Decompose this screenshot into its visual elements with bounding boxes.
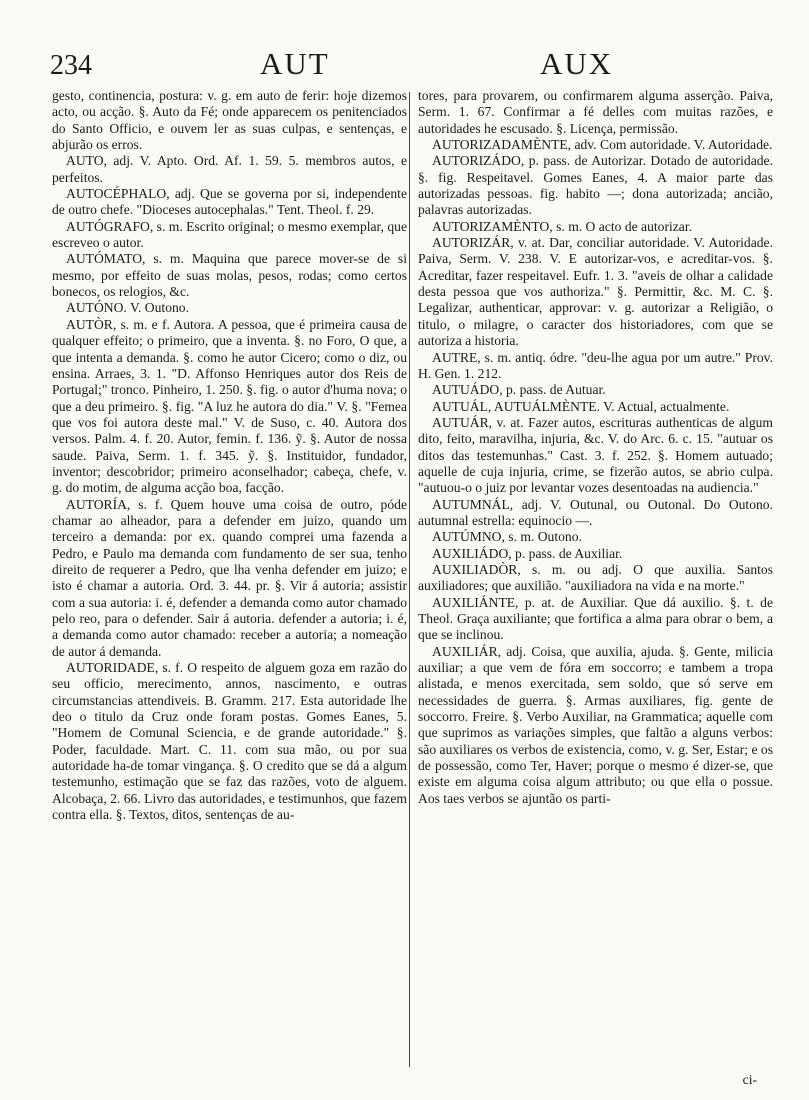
dictionary-entry: AUTORIZÁR, v. at. Dar, conciliar autoridade. V. Autoridade. Paiva, Serm. V. 238. V. E autorizar-vos, e acreditar-vos. §. Acreditar, fazer respeitavel. Eufr. 1. 3. "aveis de olhar a calidade desta pessoa que vos authoriza." §. Permittir, &c. M. C. §. Legalizar, authenticar, approvar: v. g. autorizar a Religião, o titulo, o milagre, o caracter dos historiadores, com que se autoriza a historia. xyxy=(418,235,773,349)
dictionary-entry: AUTORIZAMÈNTO, s. m. O acto de autorizar. xyxy=(432,218,692,234)
dictionary-entry: AUTO, adj. V. Apto. Ord. Af. 1. 59. 5. membros autos, e perfeitos. xyxy=(52,153,407,185)
dictionary-entry: AUXILIÁDO, p. pass. de Auxiliar. xyxy=(432,545,623,561)
page-header xyxy=(40,40,769,90)
column-divider xyxy=(409,92,410,1067)
dictionary-entry: AUXILIÁR, adj. Coisa, que auxilia, ajuda. §. Gente, milicia auxiliar; a que vem de fóra em soccorro; e tambem a tropa alistada, e menos exercitada, sem soldo, que só serve em necessidades de guerra. §. Armas auxiliares, fig. gente de soccorro. Freire. §. Verbo Auxiliar, na Grammatica; aquelle com que suprimos as variações simples, que faltão a alguns verbos: são auxiliares os verbos de existencia, como, v. g. Ser, Estar; e os de possessão, como Ter, Haver; porque o mesmo é dizer-se, que existe em alguma coisa algum attributo; ou que ella o possue. Aos taes verbos se ajuntão os parti- xyxy=(418,643,773,806)
dictionary-entry: AUTÒR, s. m. e f. Autora. A pessoa, que é primeira causa de qualquer effeito; o primeiro, que a inventa. §. no Foro, O que, a que intenta a demanda. §. como he autor Cicero; como o diz, ou ensina. Arraes, 3. 1. "D. Affonso Henriques autor dos Reis de Portugal;" tronco. Pinheiro, 1. 250. §. fig. o autor d'huma nova; o que a deu primeiro. §. fig. "A luz he autora do dia." V. §. "Femea que vos foi autora deste mal." V. de Suso, c. 40. Autora dos versos. Palm. 4. f. 20. Autor, femin. f. 136. ỹ. §. Autor de nossa saude. Paiva, Serm. 1. f. 345. ỹ. §. Instituidor, fundador, inventor; descobridor; primeiro aconselhador; cabeça, chefe, v. g. do motim, de alguma acção boa, facção. xyxy=(52,316,407,496)
dictionary-entry: AUTÓMATO, s. m. Maquina que parece mover-se de si mesmo, por effeito de suas molas, pesos, rodas; como certos bonecos, os relogios, &c. xyxy=(52,251,407,300)
dictionary-entry: AUTUMNÁL, adj. V. Outunal, ou Outonal. Do Outono. autumnal estrella: equinocio —. xyxy=(418,496,773,528)
dictionary-entry: AUTÚMNO, s. m. Outono. xyxy=(432,529,582,545)
dictionary-entry: AUTUÁL, AUTUÁLMÈNTE. V. Actual, actualmente. xyxy=(432,398,730,414)
dictionary-entry: AUTORIDADE, s. f. O respeito de alguem goza em razão do seu officio, merecimento, annos, nascimento, e outras circumstancias attendiveis. B. Gramm. 217. Esta autoridade lhe deo o titulo da Cruz onde foram postas. Gomes Eanes, 5. "Homem de Comunal Sciencia, e de grande autoridade." §. Poder, faculdade. Mart. C. 11. com sua mão, ou por sua autoridade ha-de tomar vingança. §. O credito que se dá a algum testemunho, estimação que se faz das razões, voto de alguem. Alcobaça, 2. 66. Livro das autoridades, e testimunhos, que fazem contra ella. §. Textos, ditos, sentenças de au- xyxy=(52,660,407,823)
dictionary-entry: AUTORÍA, s. f. Quem houve uma coisa de outro, póde chamar ao alheador, para a defender em juizo, quando um terceiro a demanda: por ex. quando comprei uma fazenda a Pedro, e Paulo ma demanda com fundamento de ser sua, tenho direito de requerer a Pedro, que lha venha defender em juizo; e isto é chamar a autoria. Ord. 3. 44. pr. §. Vir á autoria; assistir com a sua autoria: i. é, defender a demanda como autor chamado pelo reo, para o defender. Sair á autoria. defender a autoria; i. é, a demanda como autor chamado: receber a autoria; a nomeação de autor á demanda. xyxy=(52,496,407,659)
dictionary-entry: AUTOCÉPHALO, adj. Que se governa por si, independente de outro chefe. "Dioceses autocephalas." Tent. Theol. f. 29. xyxy=(52,186,407,218)
dictionary-entry: AUXILIADÒR, s. m. ou adj. O que auxilia. Santos auxiliadores; que auxilião. "auxiliadora na vida e na morte." xyxy=(418,561,773,594)
dictionary-entry: AUTORIZÁDO, p. pass. de Autorizar. Dotado de autoridade. §. fig. Respeitavel. Gomes Eanes, 4. A maior parte das autorizadas pessoas. fig. habito —; dona autorizada; ancião, palavras autorizadas. xyxy=(418,153,773,218)
dictionary-entry: AUTUÁR, v. at. Fazer autos, escrituras authenticas de algum dito, feito, maravilha, injuria, &c. V. do Arc. 6. c. 15. "autuar os ditos das testemunhas." Cast. 3. f. 252. §. Homem autuado; aquelle de cuja injuria, crime, se fizerão autos, se abrio culpa. "autuou-o o juiz por levantar vozes desentoadas na audiencia." xyxy=(418,414,773,496)
guide-word-left: AUT xyxy=(260,46,330,81)
dictionary-entry: AUTÓNO. V. Outono. xyxy=(66,300,189,316)
page-number: 234 xyxy=(50,50,92,81)
dictionary-entry: AUTÓGRAFO, s. m. Escrito original; o mesmo exemplar, que escreveo o autor. xyxy=(52,218,407,251)
guide-word-right: AUX xyxy=(540,46,614,81)
dictionary-entry: tores, para provarem, ou confirmarem alguma asserção. Paiva, Serm. 1. 67. Confirmar a fé delles com muitas razões, e autoridades he escusado. §. Licença, permissão. xyxy=(418,88,773,136)
dictionary-entry: AUTUÁDO, p. pass. de Autuar. xyxy=(432,382,606,398)
dictionary-entry: AUTRE, s. m. antiq. ódre. "deu-lhe agua por um autre." Prov. H. Gen. 1. 212. xyxy=(418,349,773,381)
left-column xyxy=(52,88,407,823)
right-column xyxy=(418,88,773,807)
dictionary-entry: AUTORIZADAMÈNTE, adv. Com autoridade. V. Autoridade. xyxy=(432,137,773,153)
dictionary-entry: AUXILIÁNTE, p. at. de Auxiliar. Que dá auxilio. §. t. de Theol. Graça auxiliante; que fortifica a alma para obrar o bem, a que se inclinou. xyxy=(418,594,773,643)
dictionary-entry: gesto, continencia, postura: v. g. em auto de ferir: hoje dizemos acto, ou acção. §. Auto da Fé; onde apparecem os penitenciados do Santo Officio, e ouvem ler as suas culpas, e sentenças, e abjurão os erros. xyxy=(52,88,407,153)
catchword: ci- xyxy=(742,1072,757,1087)
